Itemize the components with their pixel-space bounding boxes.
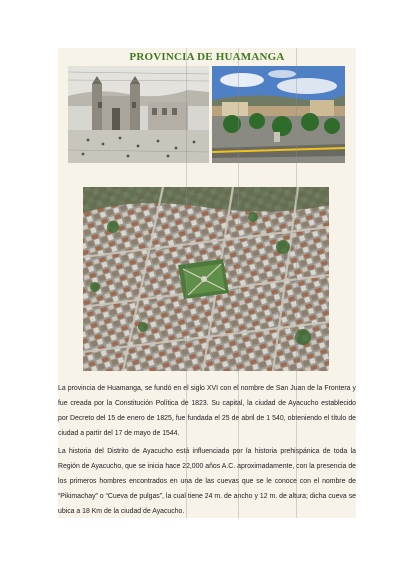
engraving-cathedral-image [68, 66, 209, 163]
paragraph-1: La provincia de Huamanga, se fundó en el siglo XVI con el nombre de San Juan de la Frontera y fue creada por la Constitución Política de 1823. Su capital, la ciudad de Ayacucho establecido por Decreto del 15 de enero de 1825, fue fundada el 25 de abril de 1 540, obteniendo el título de ciudad a partir del 17 de mayo de 1544. [58, 385, 356, 437]
plaza-photo-image [212, 66, 345, 163]
aerial-city-image [83, 187, 329, 371]
document-page [58, 48, 356, 518]
paragraph-2: La historia del Distrito de Ayacucho está influenciada por la historia prehispánica de toda la Región de Ayacucho, que se inicia hace 22,000 años A.C. aproximadamente, con la presencia de los primeros hombres encontrados en una de las cuevas que se le conoce con el nombre de “Pikimachay” o “Cueva de pulgas”, la cual tiene 24 m. de ancho y 12 m. de altura; dicha cueva se ubica a 18 Km de la ciudad de Ayacucho. [58, 448, 356, 515]
page-title: PROVINCIA DE HUAMANGA [129, 51, 285, 63]
